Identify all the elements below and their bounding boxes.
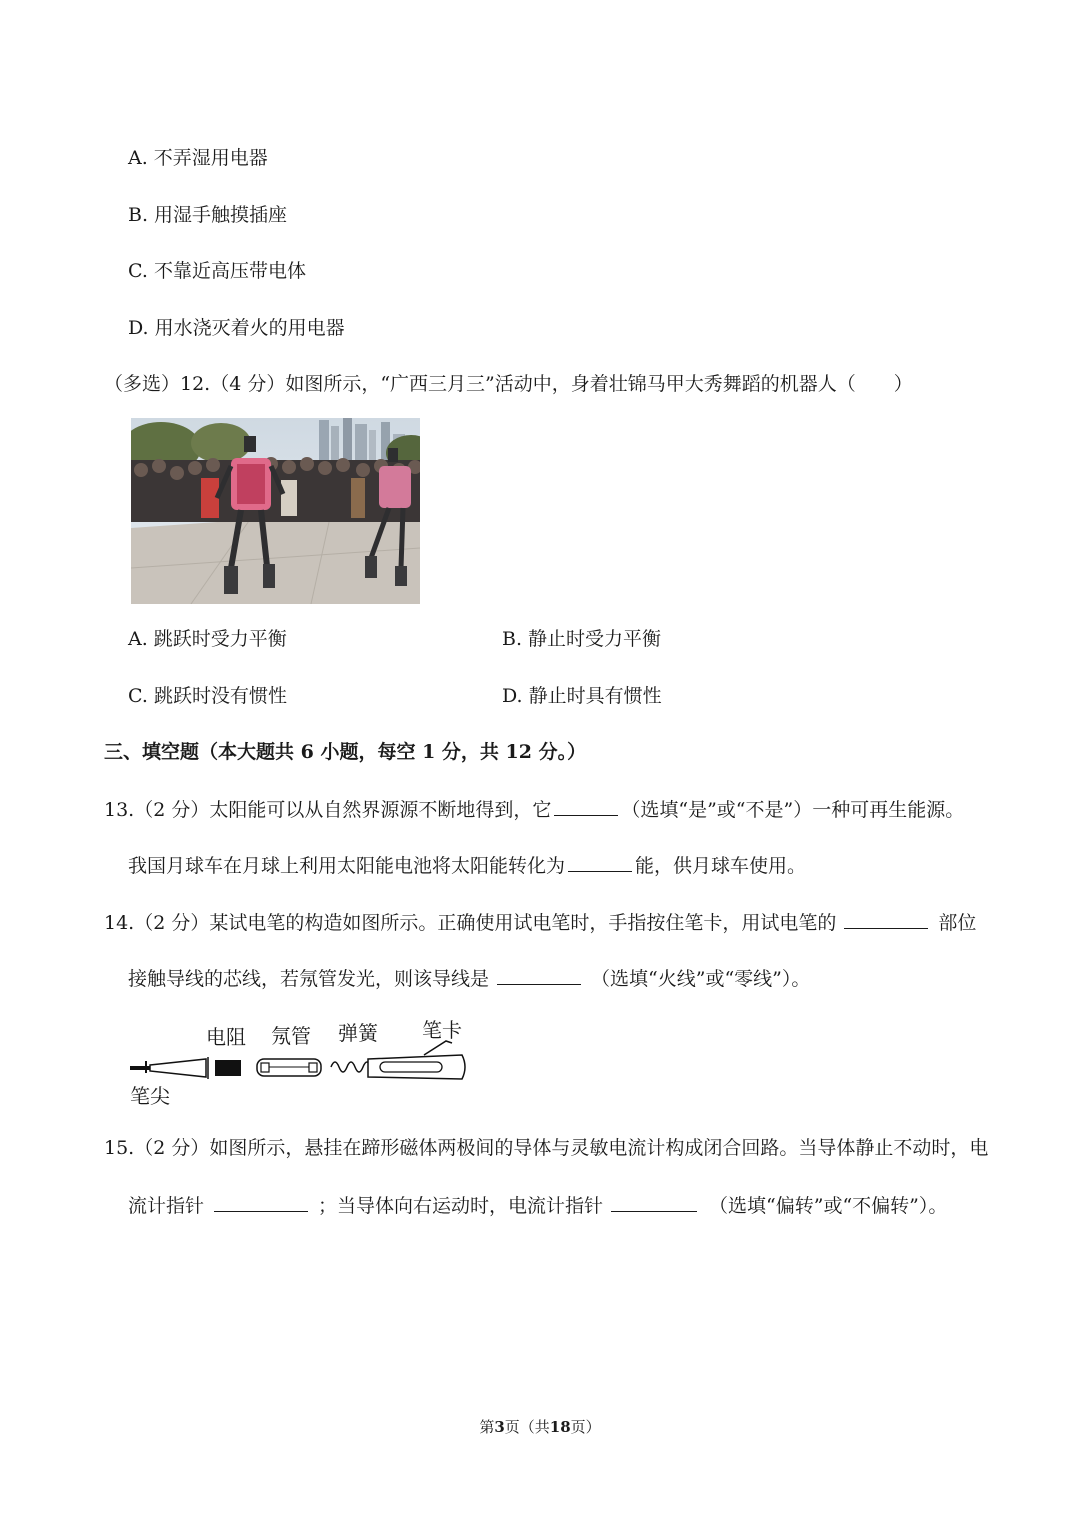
answer-blank[interactable] [568,853,632,872]
question-14-line-2 [128,966,810,991]
footer-text: 页（共 [504,1418,550,1436]
question-14-text: （选填“火线”或“零线”）。 [591,968,811,990]
question-15-text: （选填“偏转”或“不偏转”）。 [709,1195,948,1217]
option-a: A. 跳跃时受力平衡 [128,628,287,650]
footer-text: 页） [570,1418,601,1436]
question-13-line-2 [128,853,806,878]
question-13-text: 13.（2 分）太阳能可以从自然界源源不断地得到，它 [104,799,552,821]
resistor-label: 电阻 [206,1025,246,1049]
clip-label: 笔卡 [422,1018,462,1042]
question-13-text: 能，供月球车使用。 [635,855,807,877]
answer-blank[interactable] [844,910,928,929]
section-heading: 三、填空题（本大题共 6 小题，每空 1 分，共 12 分。） [104,741,587,763]
option-d: D. 用水浇灭着火的用电器 [128,317,345,339]
page-footer [0,1416,1080,1437]
question-13-line-1 [104,797,964,822]
question-12-stem: （多选）12.（4 分）如图所示，“广西三月三”活动中，身着壮锦马甲大秀舞蹈的机器人（ ） [104,373,913,395]
answer-blank[interactable] [214,1193,308,1212]
question-13-text: （选填“是”或“不是”）一种可再生能源。 [621,799,965,821]
spring-label: 弹簧 [338,1021,378,1045]
option-c: C. 跳跃时没有惯性 [128,685,287,707]
test-pen-diagram [128,1015,473,1110]
option-d: D. 静止时具有惯性 [502,685,662,707]
question-15-line-2 [128,1193,947,1218]
option-c: C. 不靠近高压带电体 [128,260,306,282]
neon-tube-label: 氖管 [271,1024,311,1048]
question-14-text: 14.（2 分）某试电笔的构造如图所示。正确使用试电笔时，手指按住笔卡，用试电笔的 [104,912,837,934]
question-14-text: 接触导线的芯线，若氖管发光，则该导线是 [128,968,490,990]
total-pages: 18 [549,1418,571,1436]
question-15-text: ；当导体向右运动时，电流计指针 [318,1195,604,1217]
option-a: A. 不弄湿用电器 [128,147,268,169]
robot-dance-photo [131,418,420,604]
answer-blank[interactable] [497,966,581,985]
option-b: B. 用湿手触摸插座 [128,204,288,226]
page-number: 3 [494,1418,505,1436]
question-15-text: 流计指针 [128,1195,205,1217]
question-15-line-1: 15.（2 分）如图所示，悬挂在蹄形磁体两极间的导体与灵敏电流计构成闭合回路。当导体静止不动时，电 [104,1137,989,1159]
answer-blank[interactable] [554,797,618,816]
question-14-line-1 [104,910,976,935]
tip-label: 笔尖 [130,1084,170,1108]
footer-text: 第 [479,1418,495,1436]
question-13-text: 我国月球车在月球上利用太阳能电池将太阳能转化为 [128,855,566,877]
option-b: B. 静止时受力平衡 [502,628,662,650]
question-14-text: 部位 [938,912,977,934]
answer-blank[interactable] [611,1193,697,1212]
